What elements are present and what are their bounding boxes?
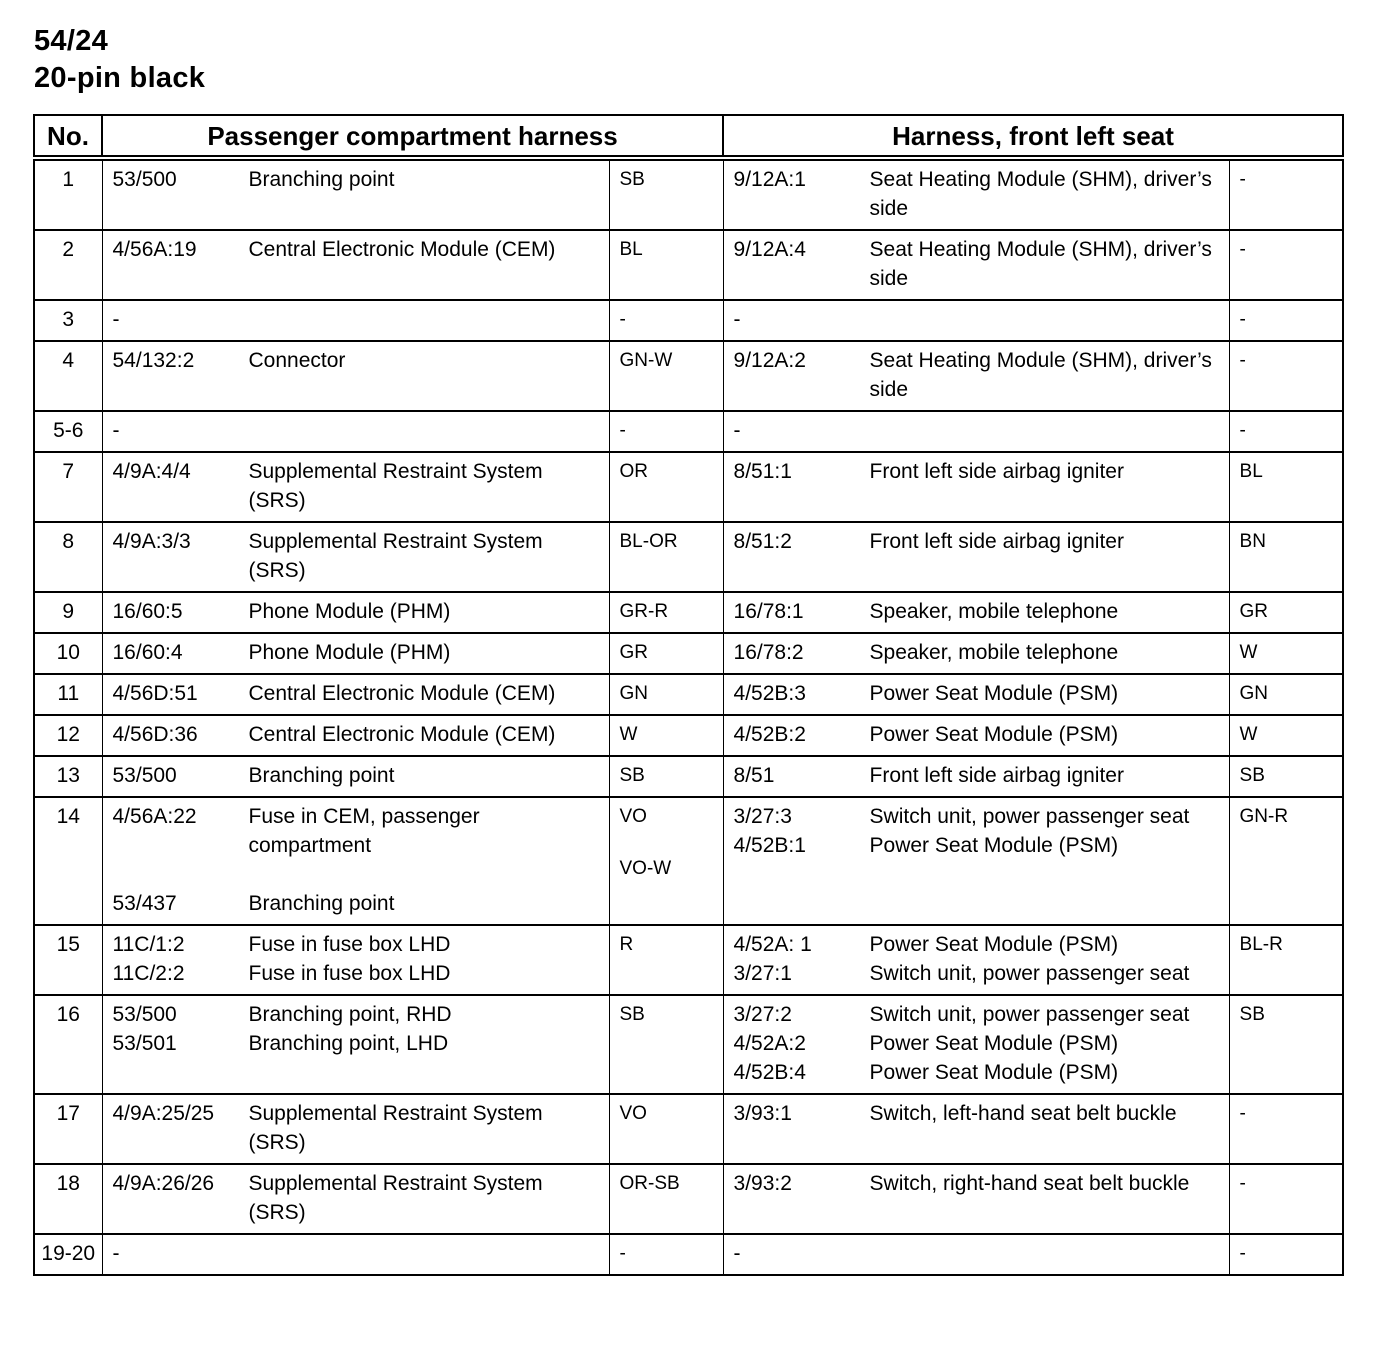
component-description: Power Seat Module (PSM) xyxy=(869,933,1119,956)
component-code: 8/51:2 xyxy=(733,530,792,553)
connector-code: 54/24 xyxy=(34,25,109,57)
wire-color: W xyxy=(619,724,638,745)
passenger-wire-color-cell xyxy=(609,592,723,633)
passenger-harness-entry xyxy=(113,720,603,749)
front-seat-harness-entry xyxy=(734,597,1223,626)
front-seat-harness-cell xyxy=(723,300,1229,341)
table-row xyxy=(34,925,1343,995)
passenger-wire-color-cell xyxy=(609,674,723,715)
wire-color: - xyxy=(619,1243,626,1264)
wire-color: SB xyxy=(1239,765,1265,786)
wire-color: W xyxy=(1239,642,1258,663)
passenger-harness-entry xyxy=(113,959,603,988)
passenger-harness-entry xyxy=(113,1099,603,1157)
component-description: Fuse in fuse box LHD xyxy=(248,962,451,985)
component-description: Seat Heating Module (SHM), driver’s side xyxy=(869,238,1212,290)
passenger-harness-cell xyxy=(102,1234,609,1275)
component-code: 4/52A:2 xyxy=(733,1032,806,1055)
pin-number: 9 xyxy=(34,592,102,633)
front-seat-harness-cell xyxy=(723,756,1229,797)
wire-color: SB xyxy=(619,1004,645,1025)
front-seat-harness-entry xyxy=(734,457,1223,486)
component-code: 53/501 xyxy=(112,1032,177,1055)
table-row xyxy=(34,1234,1343,1275)
wire-color: R xyxy=(619,934,634,955)
pin-number: 5-6 xyxy=(34,411,102,452)
component-code: - xyxy=(733,308,741,331)
wire-color: GN-W xyxy=(619,350,673,371)
passenger-harness-cell xyxy=(102,522,609,592)
passenger-wire-color-cell xyxy=(609,522,723,592)
component-description: Branching point xyxy=(248,764,395,787)
front-seat-wire-color-cell xyxy=(1229,341,1343,411)
table-row xyxy=(34,230,1343,300)
component-description: Supplemental Restraint System (SRS) xyxy=(248,1102,543,1154)
component-description: Supplemental Restraint System (SRS) xyxy=(248,530,543,582)
component-description: Switch, left-hand seat belt buckle xyxy=(869,1102,1177,1125)
front-seat-wire-color-cell xyxy=(1229,158,1343,230)
component-description: Branching point xyxy=(248,168,395,191)
connector-pin-table xyxy=(33,114,1344,1276)
component-description: Central Electronic Module (CEM) xyxy=(248,238,556,261)
table-row xyxy=(34,756,1343,797)
front-seat-harness-cell xyxy=(723,411,1229,452)
table-row xyxy=(34,522,1343,592)
component-description: Speaker, mobile telephone xyxy=(869,641,1119,664)
wire-color: W xyxy=(1239,724,1258,745)
front-seat-harness-cell xyxy=(723,158,1229,230)
component-description: Branching point, LHD xyxy=(248,1032,449,1055)
front-seat-harness-entry xyxy=(734,1000,1223,1029)
column-header-front-seat-harness: Harness, front left seat xyxy=(723,115,1343,158)
front-seat-harness-entry xyxy=(734,959,1223,988)
passenger-wire-color-cell xyxy=(609,633,723,674)
component-description: Power Seat Module (PSM) xyxy=(869,1032,1119,1055)
passenger-harness-entry xyxy=(113,235,603,264)
front-seat-harness-cell xyxy=(723,674,1229,715)
component-code: 16/60:4 xyxy=(112,641,183,664)
passenger-harness-entry xyxy=(113,930,603,959)
front-seat-harness-entry xyxy=(734,1239,1223,1268)
front-seat-wire-color-cell xyxy=(1229,995,1343,1094)
pin-number: 3 xyxy=(34,300,102,341)
front-seat-harness-cell xyxy=(723,452,1229,522)
component-description: Speaker, mobile telephone xyxy=(869,600,1119,623)
component-description: Fuse in fuse box LHD xyxy=(248,933,451,956)
wire-color: BN xyxy=(1239,531,1266,552)
table-row xyxy=(34,1094,1343,1164)
component-description: Central Electronic Module (CEM) xyxy=(248,723,556,746)
component-description: Switch unit, power passenger seat xyxy=(869,1003,1190,1026)
passenger-harness-cell xyxy=(102,633,609,674)
wire-color: SB xyxy=(619,169,645,190)
wire-color: BL xyxy=(1239,461,1263,482)
pin-number: 17 xyxy=(34,1094,102,1164)
component-code: 4/56A:22 xyxy=(112,805,197,828)
front-seat-harness-entry xyxy=(734,1058,1223,1087)
pin-number: 8 xyxy=(34,522,102,592)
front-seat-harness-entry xyxy=(734,638,1223,667)
passenger-wire-color-cell xyxy=(609,230,723,300)
passenger-harness-entry xyxy=(113,638,603,667)
front-seat-harness-entry xyxy=(734,1029,1223,1058)
wire-color: SB xyxy=(1239,1004,1265,1025)
front-seat-harness-entry xyxy=(734,1099,1223,1128)
front-seat-harness-cell xyxy=(723,1234,1229,1275)
component-description: Front left side airbag igniter xyxy=(869,460,1124,483)
passenger-harness-cell xyxy=(102,715,609,756)
component-code: 3/27:1 xyxy=(733,962,792,985)
table-row xyxy=(34,674,1343,715)
component-description: Connector xyxy=(248,349,346,372)
component-code: 4/52A: 1 xyxy=(733,933,812,956)
component-code: - xyxy=(112,1242,120,1265)
front-seat-wire-color-cell xyxy=(1229,452,1343,522)
table-row xyxy=(34,797,1343,925)
passenger-harness-cell xyxy=(102,674,609,715)
front-seat-harness-cell xyxy=(723,1164,1229,1234)
component-description xyxy=(870,416,1223,445)
passenger-harness-cell xyxy=(102,925,609,995)
component-description: Switch, right-hand seat belt buckle xyxy=(869,1172,1190,1195)
passenger-wire-color-cell xyxy=(609,1234,723,1275)
front-seat-harness-cell xyxy=(723,633,1229,674)
pin-number: 18 xyxy=(34,1164,102,1234)
front-seat-harness-entry xyxy=(734,930,1223,959)
pin-number: 4 xyxy=(34,341,102,411)
component-code: 16/78:1 xyxy=(733,600,804,623)
front-seat-harness-entry xyxy=(734,346,1223,404)
component-code: 4/56A:19 xyxy=(112,238,197,261)
passenger-wire-color-cell xyxy=(609,715,723,756)
component-code: 4/9A:4/4 xyxy=(112,460,191,483)
passenger-harness-entry xyxy=(113,165,603,194)
passenger-harness-entry xyxy=(113,679,603,708)
front-seat-harness-entry xyxy=(734,761,1223,790)
wire-color: GR xyxy=(1239,601,1269,622)
component-description: Power Seat Module (PSM) xyxy=(869,1061,1119,1084)
passenger-wire-color-cell xyxy=(609,797,723,925)
front-seat-harness-cell xyxy=(723,925,1229,995)
front-seat-wire-color-cell xyxy=(1229,411,1343,452)
component-code: - xyxy=(733,1242,741,1265)
component-description: Switch unit, power passenger seat xyxy=(869,962,1190,985)
component-code: 11C/1:2 xyxy=(112,933,185,956)
wire-color: GR-R xyxy=(619,601,669,622)
wire-color: VO-W xyxy=(619,858,672,879)
component-description: Supplemental Restraint System (SRS) xyxy=(248,460,543,512)
pin-number: 14 xyxy=(34,797,102,925)
component-description: Branching point xyxy=(248,892,395,915)
table-header-row xyxy=(34,115,1343,158)
component-code: 4/56D:36 xyxy=(112,723,198,746)
component-description xyxy=(249,1239,603,1268)
pin-number: 15 xyxy=(34,925,102,995)
table-row xyxy=(34,1164,1343,1234)
table-row xyxy=(34,592,1343,633)
table-row xyxy=(34,411,1343,452)
passenger-wire-color-cell xyxy=(609,341,723,411)
component-description: Supplemental Restraint System (SRS) xyxy=(248,1172,543,1224)
component-description: Seat Heating Module (SHM), driver’s side xyxy=(869,168,1212,220)
component-description xyxy=(249,416,603,445)
passenger-wire-color-cell xyxy=(609,158,723,230)
table-row xyxy=(34,715,1343,756)
pin-number: 1 xyxy=(34,158,102,230)
component-code: 16/60:5 xyxy=(112,600,183,623)
pin-number: 11 xyxy=(34,674,102,715)
front-seat-harness-cell xyxy=(723,715,1229,756)
front-seat-wire-color-cell xyxy=(1229,797,1343,925)
component-code: 54/132:2 xyxy=(112,349,195,372)
passenger-harness-entry xyxy=(113,457,603,515)
passenger-wire-color-cell xyxy=(609,756,723,797)
passenger-wire-color-cell xyxy=(609,300,723,341)
front-seat-harness-entry xyxy=(734,165,1223,223)
component-code: 4/52B:4 xyxy=(733,1061,806,1084)
component-code: 16/78:2 xyxy=(733,641,804,664)
wire-color: SB xyxy=(619,765,645,786)
component-description: Power Seat Module (PSM) xyxy=(869,834,1119,857)
passenger-harness-cell xyxy=(102,995,609,1094)
wire-color: - xyxy=(1239,350,1246,371)
component-code: - xyxy=(112,419,120,442)
component-description: Phone Module (PHM) xyxy=(248,600,451,623)
component-code: 4/52B:1 xyxy=(733,834,806,857)
front-seat-wire-color-cell xyxy=(1229,1164,1343,1234)
passenger-harness-entry xyxy=(113,1239,603,1268)
front-seat-harness-entry xyxy=(734,831,1223,860)
passenger-harness-cell xyxy=(102,756,609,797)
front-seat-harness-entry xyxy=(734,527,1223,556)
front-seat-harness-entry xyxy=(734,720,1223,749)
component-code: 53/500 xyxy=(112,1003,177,1026)
front-seat-harness-cell xyxy=(723,797,1229,925)
component-description: Power Seat Module (PSM) xyxy=(869,723,1119,746)
front-seat-wire-color-cell xyxy=(1229,300,1343,341)
component-code: 11C/2:2 xyxy=(112,962,185,985)
front-seat-wire-color-cell xyxy=(1229,674,1343,715)
passenger-harness-cell xyxy=(102,300,609,341)
passenger-harness-cell xyxy=(102,341,609,411)
passenger-wire-color-cell xyxy=(609,411,723,452)
wire-color: GN xyxy=(1239,683,1269,704)
wire-color: - xyxy=(1239,239,1246,260)
passenger-harness-entry xyxy=(113,1029,603,1058)
pin-number: 19-20 xyxy=(34,1234,102,1275)
front-seat-harness-cell xyxy=(723,230,1229,300)
component-code: 53/500 xyxy=(112,764,177,787)
component-code: 3/27:2 xyxy=(733,1003,792,1026)
front-seat-wire-color-cell xyxy=(1229,633,1343,674)
component-code: 3/93:1 xyxy=(733,1102,792,1125)
front-seat-harness-cell xyxy=(723,341,1229,411)
front-seat-wire-color-cell xyxy=(1229,925,1343,995)
component-code: 4/52B:3 xyxy=(733,682,806,705)
pin-number: 7 xyxy=(34,452,102,522)
wire-color: - xyxy=(1239,1243,1246,1264)
pin-number: 13 xyxy=(34,756,102,797)
component-code: 9/12A:1 xyxy=(733,168,806,191)
front-seat-wire-color-cell xyxy=(1229,592,1343,633)
passenger-harness-cell xyxy=(102,797,609,925)
component-description xyxy=(870,305,1223,334)
passenger-wire-color-cell xyxy=(609,1094,723,1164)
table-row xyxy=(34,341,1343,411)
component-code: 3/27:3 xyxy=(733,805,792,828)
table-row xyxy=(34,300,1343,341)
wire-color: - xyxy=(1239,309,1246,330)
passenger-harness-cell xyxy=(102,411,609,452)
passenger-harness-cell xyxy=(102,158,609,230)
wire-color: - xyxy=(1239,169,1246,190)
component-code: 4/9A:25/25 xyxy=(112,1102,215,1125)
front-seat-wire-color-cell xyxy=(1229,715,1343,756)
connector-description: 20-pin black xyxy=(34,62,206,94)
passenger-harness-entry xyxy=(113,305,603,334)
passenger-harness-cell xyxy=(102,1164,609,1234)
component-code: 9/12A:4 xyxy=(733,238,806,261)
pin-number: 2 xyxy=(34,230,102,300)
passenger-harness-cell xyxy=(102,1094,609,1164)
component-code: 8/51 xyxy=(733,764,775,787)
front-seat-wire-color-cell xyxy=(1229,1234,1343,1275)
front-seat-harness-entry xyxy=(734,1169,1223,1198)
passenger-harness-entry xyxy=(113,761,603,790)
passenger-harness-entry xyxy=(113,346,603,375)
wire-color: - xyxy=(1239,1103,1246,1124)
passenger-harness-cell xyxy=(102,230,609,300)
component-description: Seat Heating Module (SHM), driver’s side xyxy=(869,349,1212,401)
component-code: 3/93:2 xyxy=(733,1172,792,1195)
component-code: - xyxy=(733,419,741,442)
table-row xyxy=(34,995,1343,1094)
component-code: 8/51:1 xyxy=(733,460,792,483)
passenger-harness-entry xyxy=(113,597,603,626)
passenger-harness-entry xyxy=(113,889,603,918)
wire-color: VO xyxy=(619,806,647,827)
passenger-harness-entry xyxy=(113,1000,603,1029)
table-body xyxy=(34,158,1343,1275)
pin-number: 12 xyxy=(34,715,102,756)
component-code: 4/9A:3/3 xyxy=(112,530,191,553)
passenger-wire-color-cell xyxy=(609,925,723,995)
pin-number: 16 xyxy=(34,995,102,1094)
passenger-wire-color-cell xyxy=(609,995,723,1094)
passenger-harness-entry xyxy=(113,416,603,445)
component-code: 4/9A:26/26 xyxy=(112,1172,215,1195)
component-code: 9/12A:2 xyxy=(733,349,806,372)
passenger-wire-color-cell xyxy=(609,1164,723,1234)
front-seat-wire-color-cell xyxy=(1229,230,1343,300)
component-code: - xyxy=(112,308,120,331)
front-seat-harness-cell xyxy=(723,592,1229,633)
front-seat-harness-cell xyxy=(723,1094,1229,1164)
front-seat-harness-entry xyxy=(734,235,1223,293)
component-code: 4/56D:51 xyxy=(112,682,198,705)
front-seat-wire-color-cell xyxy=(1229,522,1343,592)
component-code: 4/52B:2 xyxy=(733,723,806,746)
wire-color: - xyxy=(1239,420,1246,441)
passenger-harness-entry xyxy=(113,1169,603,1227)
component-description: Branching point, RHD xyxy=(248,1003,452,1026)
component-description xyxy=(870,1239,1223,1268)
wire-color: VO xyxy=(619,1103,647,1124)
component-description xyxy=(249,305,603,334)
wire-color: - xyxy=(619,420,626,441)
pin-number: 10 xyxy=(34,633,102,674)
front-seat-wire-color-cell xyxy=(1229,1094,1343,1164)
passenger-harness-entry xyxy=(113,802,603,860)
component-description: Central Electronic Module (CEM) xyxy=(248,682,556,705)
front-seat-harness-cell xyxy=(723,522,1229,592)
component-description: Phone Module (PHM) xyxy=(248,641,451,664)
wire-color: BL xyxy=(619,239,643,260)
front-seat-harness-cell xyxy=(723,995,1229,1094)
component-description: Switch unit, power passenger seat xyxy=(869,805,1190,828)
wire-color: OR xyxy=(619,461,648,482)
wire-color: BL-R xyxy=(1239,934,1283,955)
table-row xyxy=(34,452,1343,522)
front-seat-harness-entry xyxy=(734,679,1223,708)
passenger-harness-cell xyxy=(102,452,609,522)
wire-color: BL-OR xyxy=(619,531,678,552)
passenger-harness-cell xyxy=(102,592,609,633)
component-description: Power Seat Module (PSM) xyxy=(869,682,1119,705)
wire-color: GN-R xyxy=(1239,806,1289,827)
column-header-no: No. xyxy=(34,115,102,158)
table-row xyxy=(34,633,1343,674)
passenger-wire-color-cell xyxy=(609,452,723,522)
table-row xyxy=(34,158,1343,230)
component-description: Front left side airbag igniter xyxy=(869,764,1124,787)
column-header-passenger-harness: Passenger compartment harness xyxy=(102,115,723,158)
wire-color: OR-SB xyxy=(619,1173,680,1194)
wire-color: - xyxy=(1239,1173,1246,1194)
front-seat-harness-entry xyxy=(734,802,1223,831)
wire-color: GR xyxy=(619,642,648,663)
front-seat-harness-entry xyxy=(734,305,1223,334)
wire-color: - xyxy=(619,309,626,330)
component-code: 53/437 xyxy=(112,892,177,915)
passenger-harness-entry xyxy=(113,527,603,585)
front-seat-wire-color-cell xyxy=(1229,756,1343,797)
component-description: Front left side airbag igniter xyxy=(869,530,1124,553)
front-seat-harness-entry xyxy=(734,416,1223,445)
wire-color: GN xyxy=(619,683,648,704)
component-description: Fuse in CEM, passenger compartment xyxy=(248,805,480,857)
component-code: 53/500 xyxy=(112,168,177,191)
